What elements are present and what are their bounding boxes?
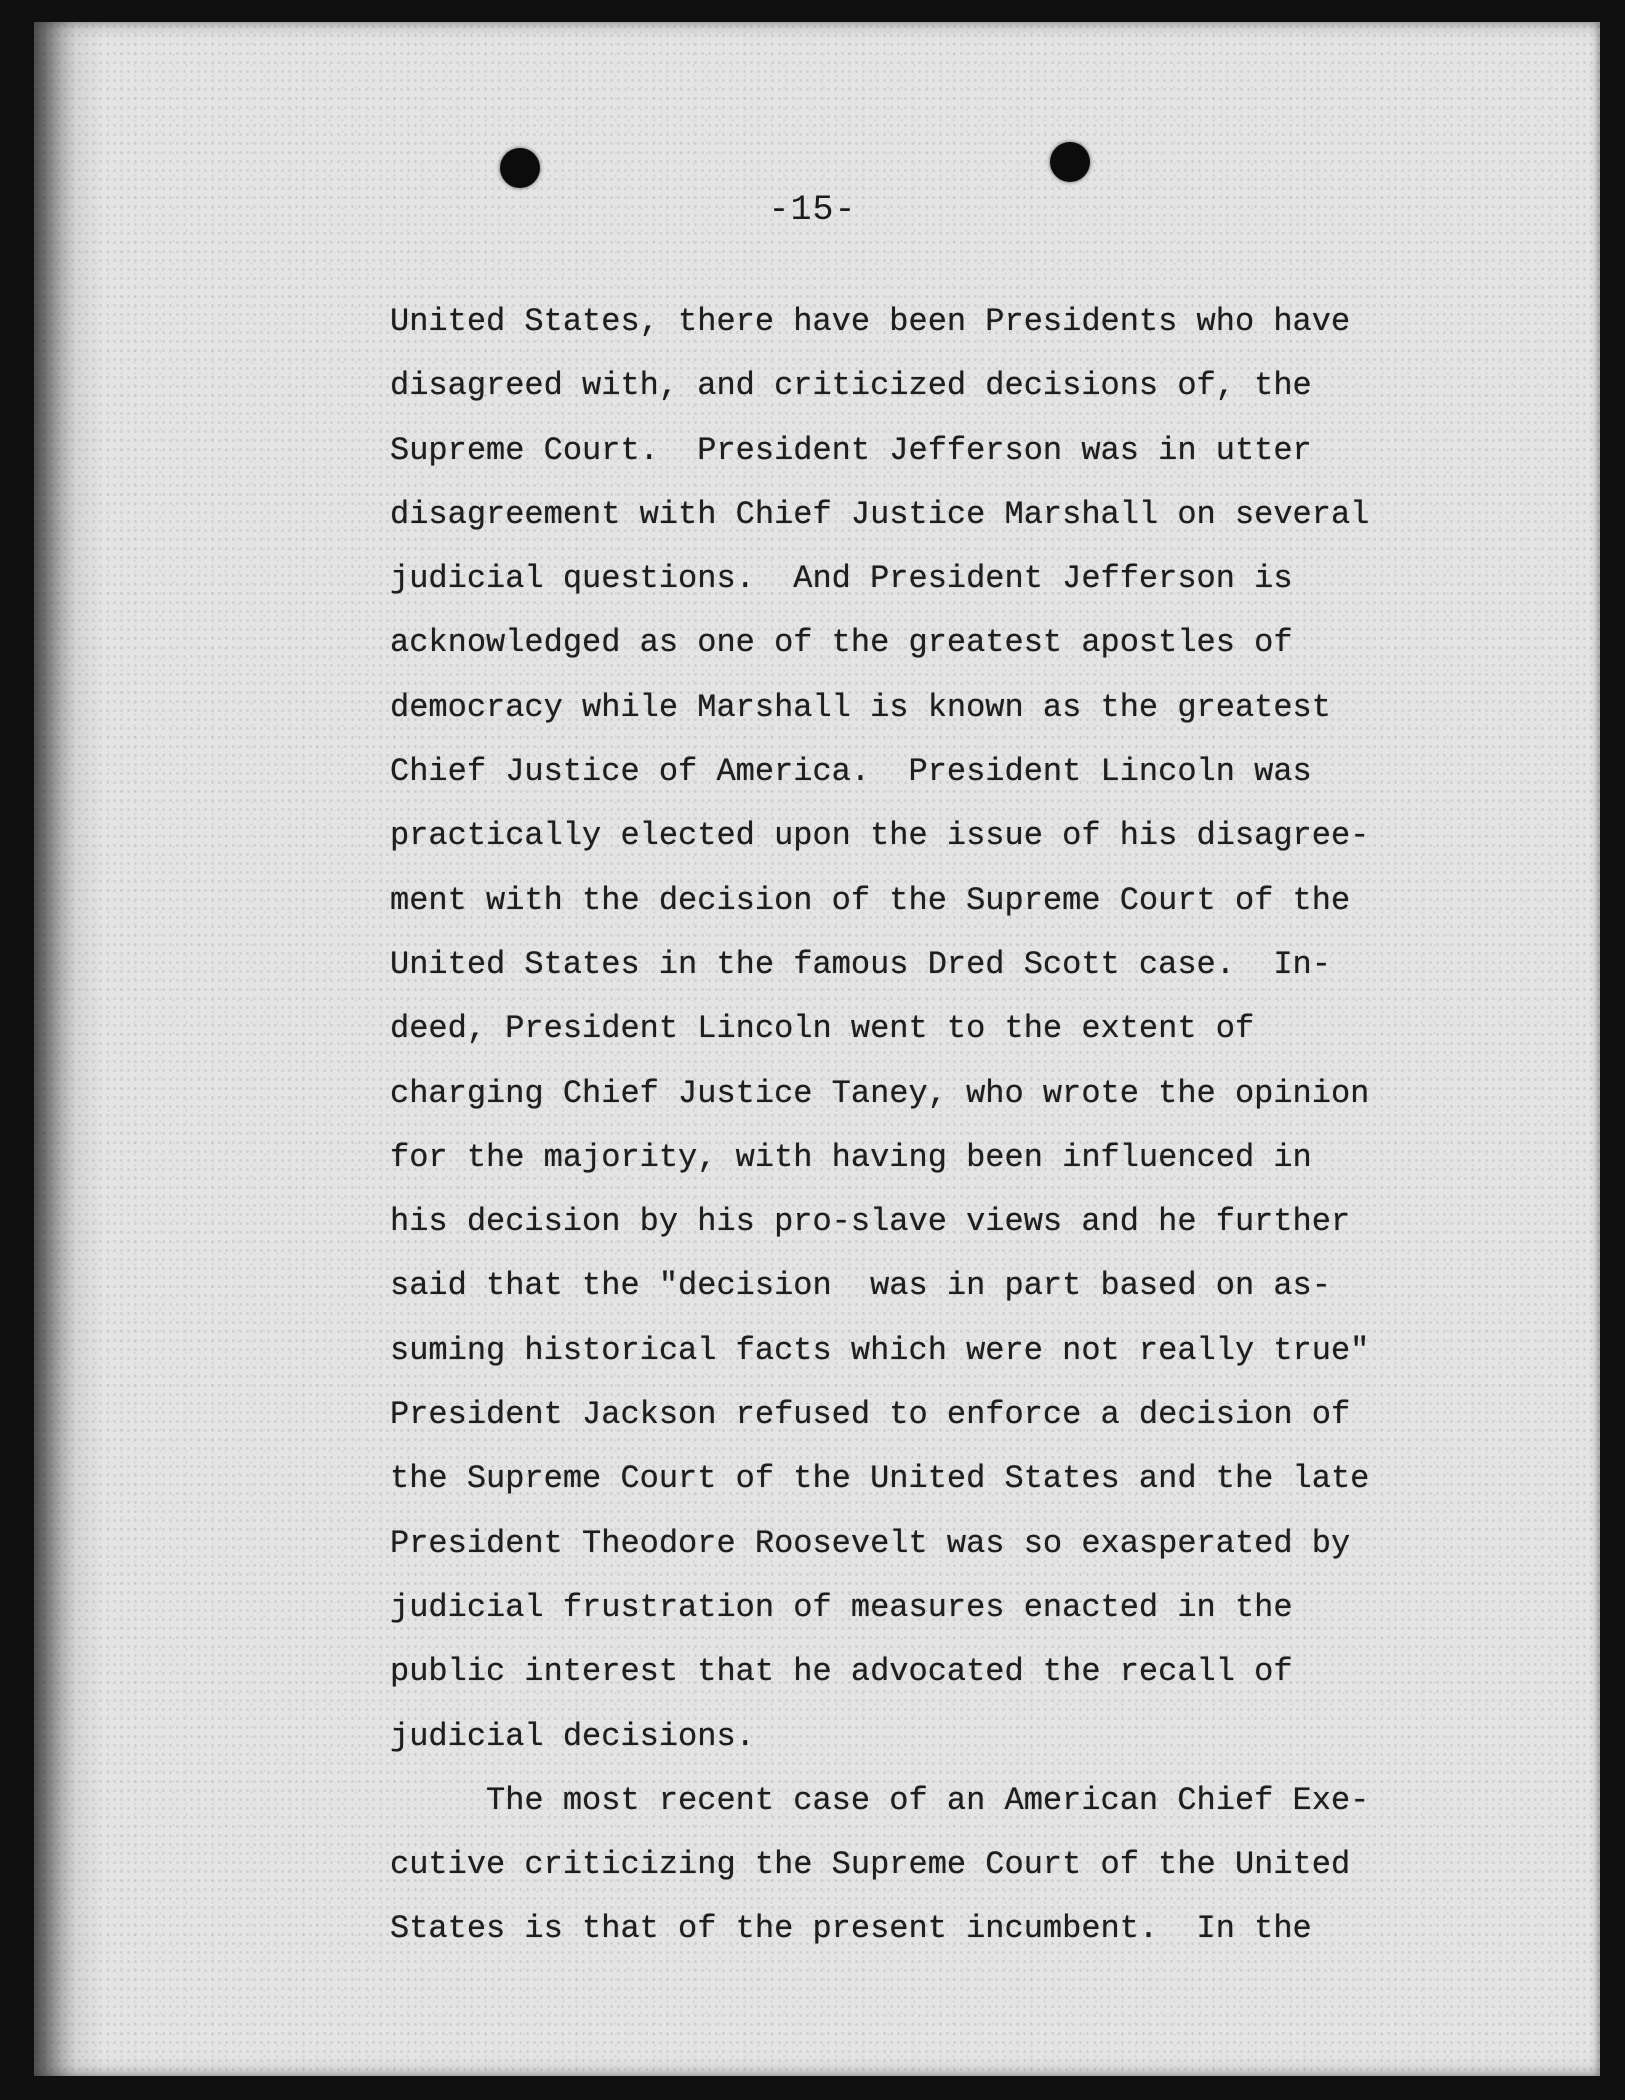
text-line: practically elected upon the issue of his disagree- (390, 817, 1370, 855)
text-line: charging Chief Justice Taney, who wrote the opinion (390, 1074, 1370, 1112)
text-line: judicial questions. And President Jefferson is (390, 560, 1293, 598)
page-number: -15- (768, 190, 857, 230)
text-line: disagreement with Chief Justice Marshall on several (390, 495, 1370, 533)
text-line: ment with the decision of the Supreme Court of the (390, 881, 1351, 919)
text-line: said that the "decision was in part based on as- (390, 1267, 1331, 1305)
punch-hole-right (1050, 142, 1090, 182)
text-line: public interest that he advocated the recall of (390, 1653, 1293, 1691)
text-line: deed, President Lincoln went to the extent of (390, 1010, 1255, 1048)
text-line: Supreme Court. President Jefferson was in utter (390, 431, 1312, 469)
text-line: United States in the famous Dred Scott case. In- (390, 945, 1331, 983)
paper-curl-shadow (34, 22, 104, 2076)
text-line: States is that of the present incumbent. In the (390, 1910, 1312, 1948)
text-line: President Jackson refused to enforce a decision of (390, 1396, 1351, 1434)
text-line: cutive criticizing the Supreme Court of the United (390, 1846, 1351, 1884)
text-line: his decision by his pro-slave views and he further (390, 1203, 1351, 1241)
body-text (390, 290, 1420, 1962)
text-line: President Theodore Roosevelt was so exasperated by (390, 1524, 1351, 1562)
text-line: The most recent case of an American Chief Exe- (390, 1781, 1370, 1819)
punch-hole-left (500, 148, 540, 188)
text-line: suming historical facts which were not really true" (390, 1331, 1370, 1369)
text-line: acknowledged as one of the greatest apostles of (390, 624, 1293, 662)
text-line: United States, there have been Presidents who have (390, 303, 1351, 340)
text-line: disagreed with, and criticized decisions of, the (390, 367, 1312, 405)
text-line: democracy while Marshall is known as the greatest (390, 688, 1331, 726)
text-line: judicial frustration of measures enacted in the (390, 1588, 1293, 1626)
text-line: Chief Justice of America. President Lincoln was (390, 753, 1312, 791)
text-line: judicial decisions. (390, 1717, 755, 1755)
text-line: the Supreme Court of the United States and the late (390, 1460, 1370, 1498)
text-line: for the majority, with having been influenced in (390, 1138, 1312, 1176)
